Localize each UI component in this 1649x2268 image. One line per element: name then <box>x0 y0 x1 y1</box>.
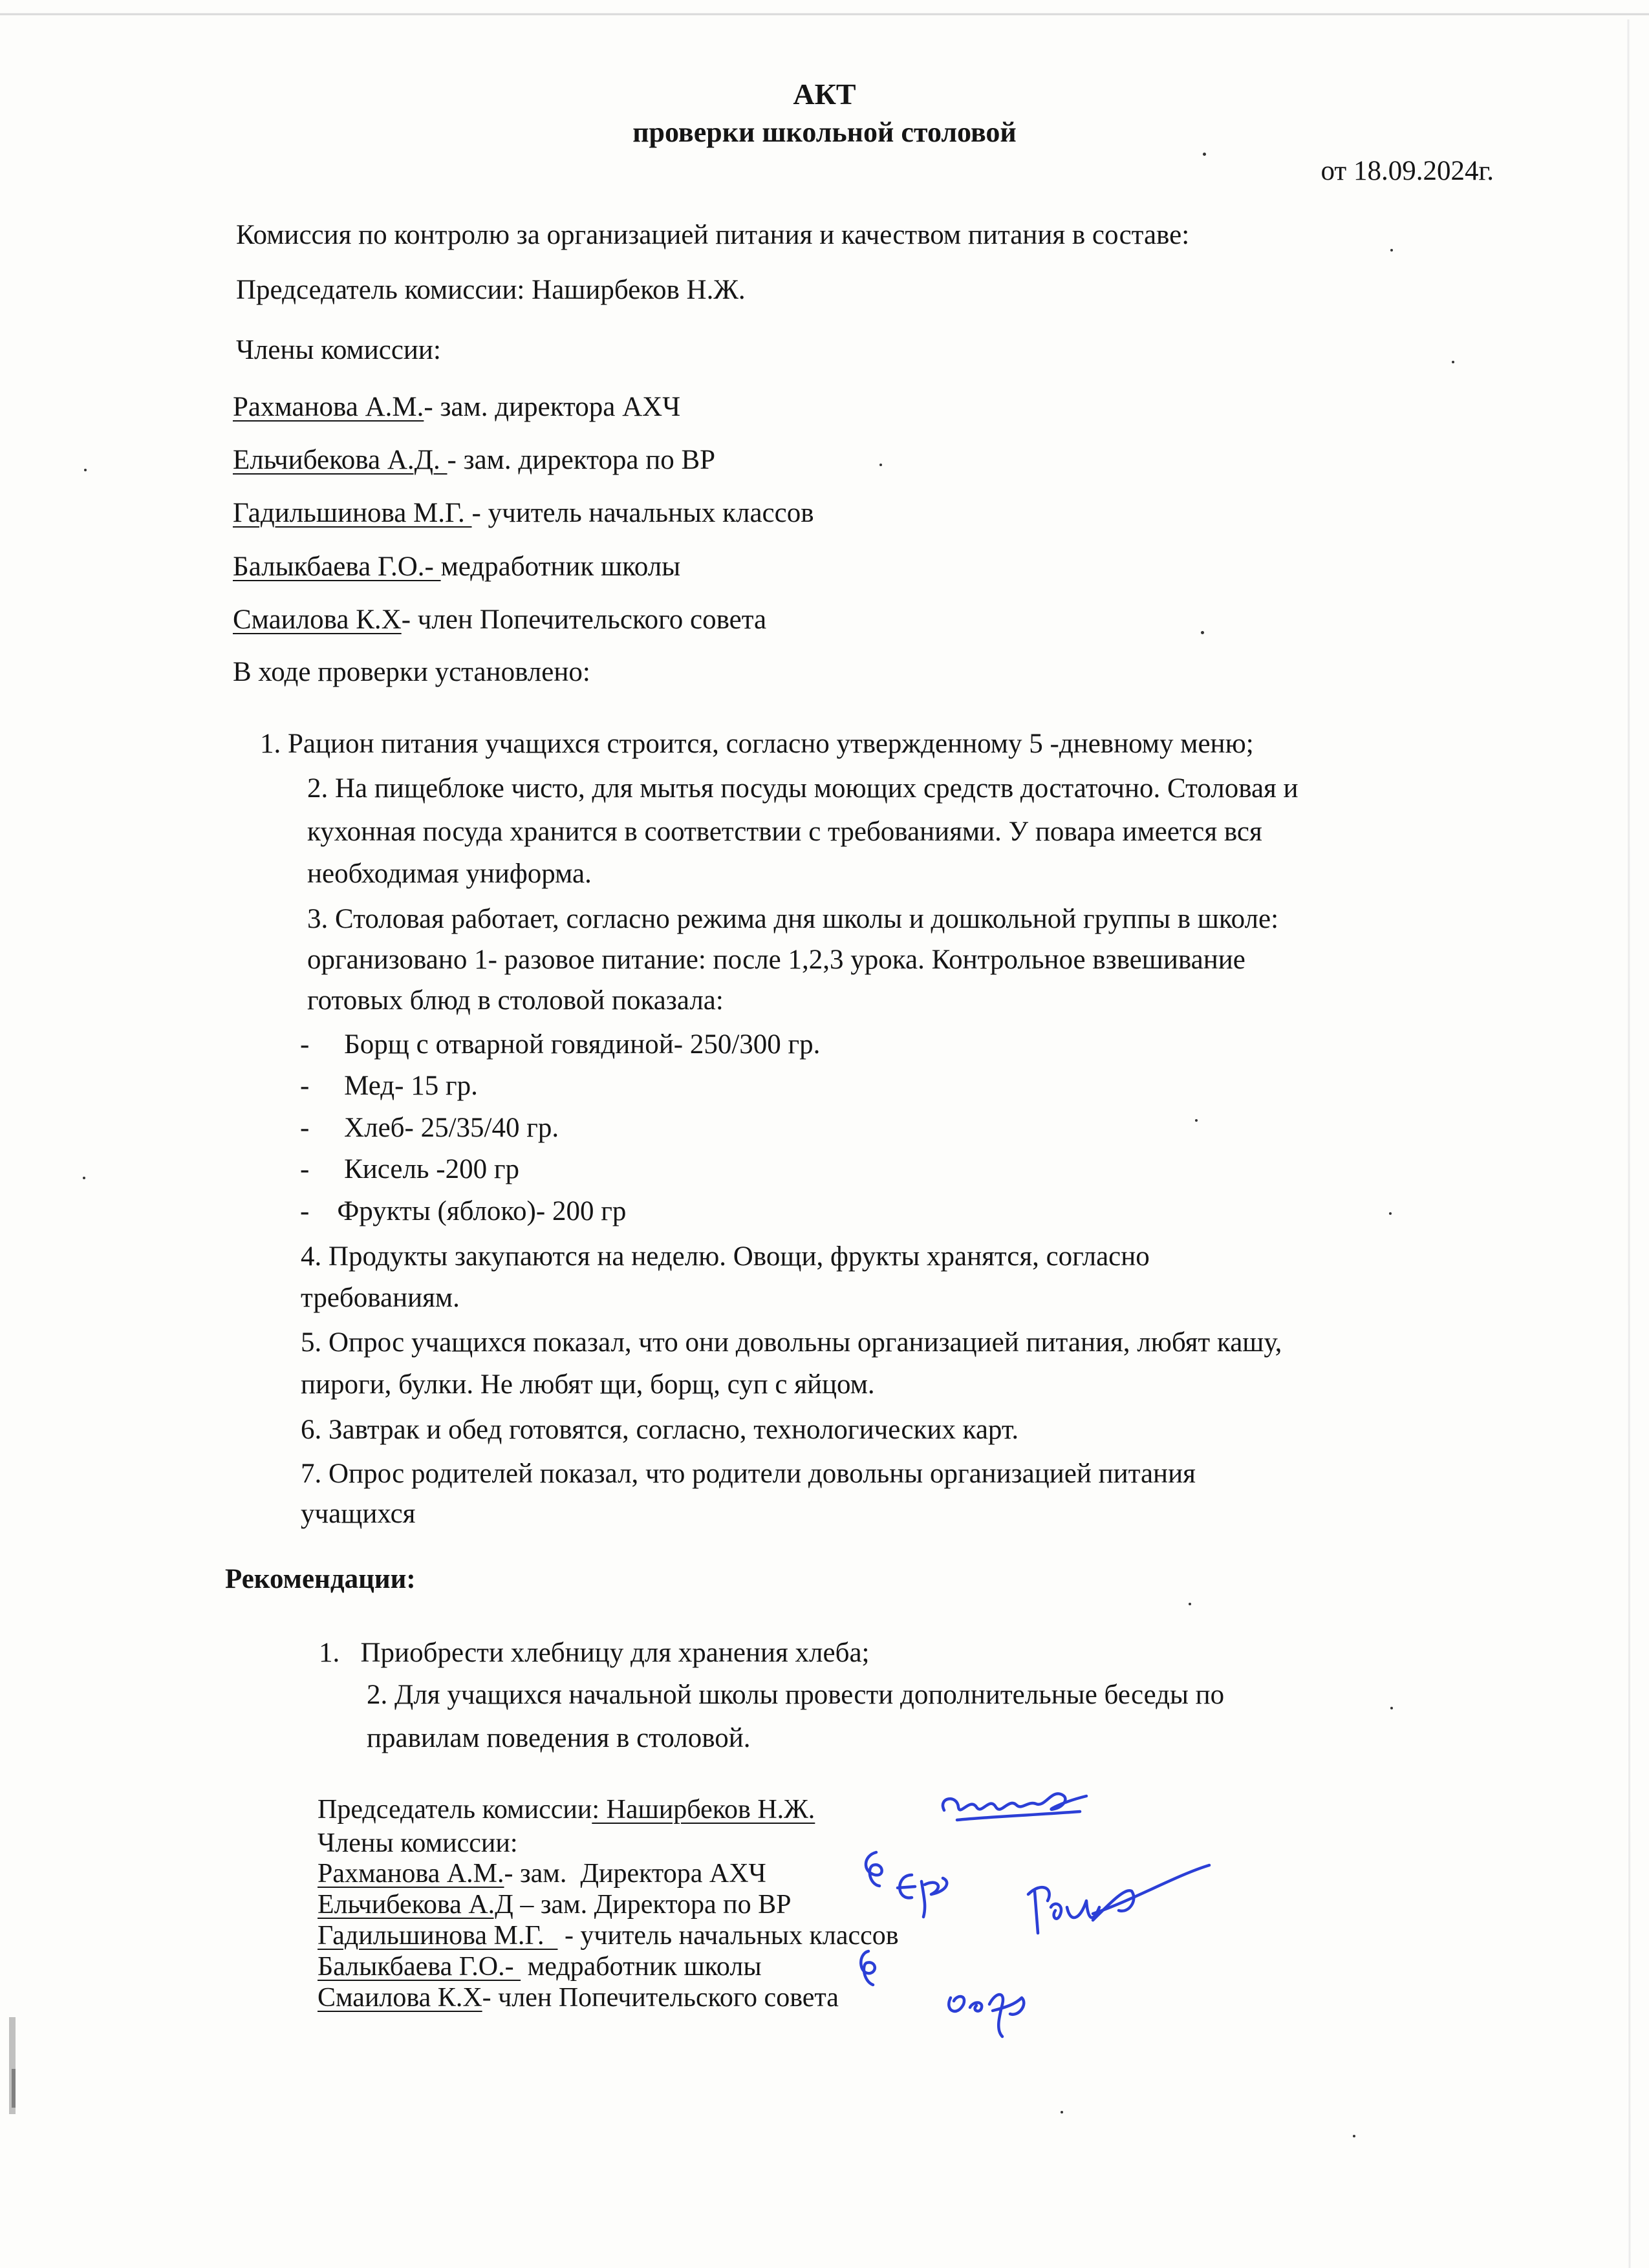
finding-line: - Мед- 15 гр. <box>300 1071 478 1101</box>
recommendations-heading: Рекомендации: <box>225 1564 416 1594</box>
scan-speck <box>1353 2135 1355 2137</box>
signature-member-line <box>318 1953 762 1980</box>
member-role: медработник школы <box>521 1952 762 1982</box>
signature-member-line <box>318 1860 766 1887</box>
finding-line: требованиям. <box>301 1283 460 1313</box>
scan-speck <box>1389 1212 1392 1215</box>
member-name: Балыкбаева Г.О.- <box>233 551 441 582</box>
scan-speck <box>1390 249 1393 251</box>
finding-line: учащихся <box>301 1499 416 1529</box>
signature-members-heading: Члены комиссии: <box>318 1828 518 1858</box>
finding-line: - Хлеб- 25/35/40 гр. <box>300 1113 559 1143</box>
signature-member-line <box>318 1891 792 1918</box>
signature-balykbaeva <box>852 1946 885 1991</box>
chair-line <box>236 276 746 304</box>
scan-speck <box>1061 2111 1063 2113</box>
scan-speck <box>1452 361 1454 363</box>
member-role: - зам. директора по ВР <box>447 445 716 475</box>
finding-line: пироги, булки. Не любят щи, борщ, суп с яйцом. <box>301 1369 875 1400</box>
recommendation-line: 1. Приобрести хлебницу для хранения хлеба; <box>319 1638 870 1668</box>
scan-speck <box>879 464 882 466</box>
finding-line: 4. Продукты закупаются на неделю. Овощи, фрукты хранятся, согласно <box>301 1241 1150 1272</box>
chair-signature <box>931 1771 1099 1836</box>
member-role: - учитель начальных классов <box>471 498 814 528</box>
scan-speck <box>1195 1119 1198 1122</box>
chair-name: Наширбеков Н.Ж. <box>532 275 746 305</box>
scan-speck <box>1390 1707 1393 1709</box>
finding-line: 7. Опрос родителей показал, что родители довольны организацией питания <box>301 1459 1196 1489</box>
finding-line: 2. На пищеблоке чисто, для мытья посуды моющих средств достаточно. Столовая и <box>307 773 1299 804</box>
member-role: - зам. директора АХЧ <box>424 392 681 422</box>
signature-chair-label: Председатель комиссии <box>318 1795 592 1824</box>
signature-rakhmanova <box>857 1846 896 1898</box>
member-line <box>233 446 715 474</box>
member-name: Рахманова А.М. <box>318 1859 504 1888</box>
member-line <box>233 606 766 634</box>
signature-gadilshinova <box>1015 1862 1222 1965</box>
finding-line: 3. Столовая работает, согласно режима дня школы и дошкольной группы в школе: <box>307 904 1279 934</box>
finding-line: кухонная посуда хранится в соответствии с требованиями. У повара имеется вся <box>307 817 1262 847</box>
commission-intro: Комиссия по контролю за организацией питания и качеством питания в составе: <box>236 220 1190 250</box>
finding-line: - Фрукты (яблоко)- 200 гр <box>300 1196 627 1226</box>
signature-elchibekova <box>886 1862 964 1920</box>
member-name: Гадильшинова М.Г. <box>233 498 472 528</box>
member-role: медработник школы <box>440 551 681 582</box>
finding-line: 1. Рацион питания учащихся строится, согласно утвержденному 5 -дневному меню; <box>260 729 1254 759</box>
finding-line: - Кисель -200 гр <box>300 1154 519 1184</box>
scan-speck <box>1203 153 1206 156</box>
finding-line: 5. Опрос учащихся показал, что они довольны организацией питания, любят кашу, <box>301 1327 1282 1358</box>
member-name: Смаилова К.Х <box>318 1983 482 2013</box>
document-title: АКТ <box>793 78 856 111</box>
chair-label: Председатель комиссии: <box>236 275 532 305</box>
document-date: от 18.09.2024г. <box>1320 156 1494 186</box>
member-role: - член Попечительского совета <box>401 604 767 635</box>
member-name: Ельчибекова А.Д <box>318 1890 513 1920</box>
scan-speck <box>83 1177 85 1179</box>
members-heading: Члены комиссии: <box>236 335 441 365</box>
finding-line: организовано 1- разовое питание: после 1,2,3 урока. Контрольное взвешивание <box>307 945 1245 975</box>
signature-smailova <box>938 1972 1041 2043</box>
member-name: Рахманова А.М. <box>233 392 424 422</box>
document-subtitle: проверки школьной столовой <box>632 116 1017 148</box>
scan-speck <box>84 469 87 471</box>
finding-line: готовых блюд в столовой показала: <box>307 985 724 1016</box>
member-name: Балыкбаева Г.О.- <box>318 1952 521 1982</box>
member-role: – зам. Директора по ВР <box>513 1890 792 1920</box>
signature-chair-name: : Наширбеков Н.Ж. <box>592 1795 815 1824</box>
finding-line: 6. Завтрак и обед готовятся, согласно, технологических карт. <box>301 1415 1019 1445</box>
scan-speck <box>1189 1603 1191 1605</box>
signature-member-line <box>318 1922 899 1949</box>
member-line <box>233 553 680 581</box>
member-name: Смаилова К.Х <box>233 604 402 635</box>
recommendation-line: правилам поведения в столовой. <box>367 1723 751 1753</box>
finding-line: необходимая униформа. <box>307 859 592 889</box>
member-role: - член Попечительского совета <box>482 1983 839 2013</box>
member-role: - учитель начальных классов <box>557 1921 899 1951</box>
recommendation-line: 2. Для учащихся начальной школы провести дополнительные беседы по <box>367 1680 1225 1710</box>
member-name: Гадильшинова М.Г. <box>318 1921 558 1951</box>
member-role: - зам. Директора АХЧ <box>504 1859 766 1888</box>
member-name: Ельчибекова А.Д. <box>233 445 447 475</box>
signature-chair-line <box>318 1796 815 1823</box>
scan-speck <box>1201 631 1204 634</box>
member-line <box>233 393 680 421</box>
member-line <box>233 499 814 527</box>
findings-heading: В ходе проверки установлено: <box>233 657 590 687</box>
signature-member-line <box>318 1984 839 2011</box>
finding-line: - Борщ с отварной говядиной- 250/300 гр. <box>300 1029 821 1060</box>
